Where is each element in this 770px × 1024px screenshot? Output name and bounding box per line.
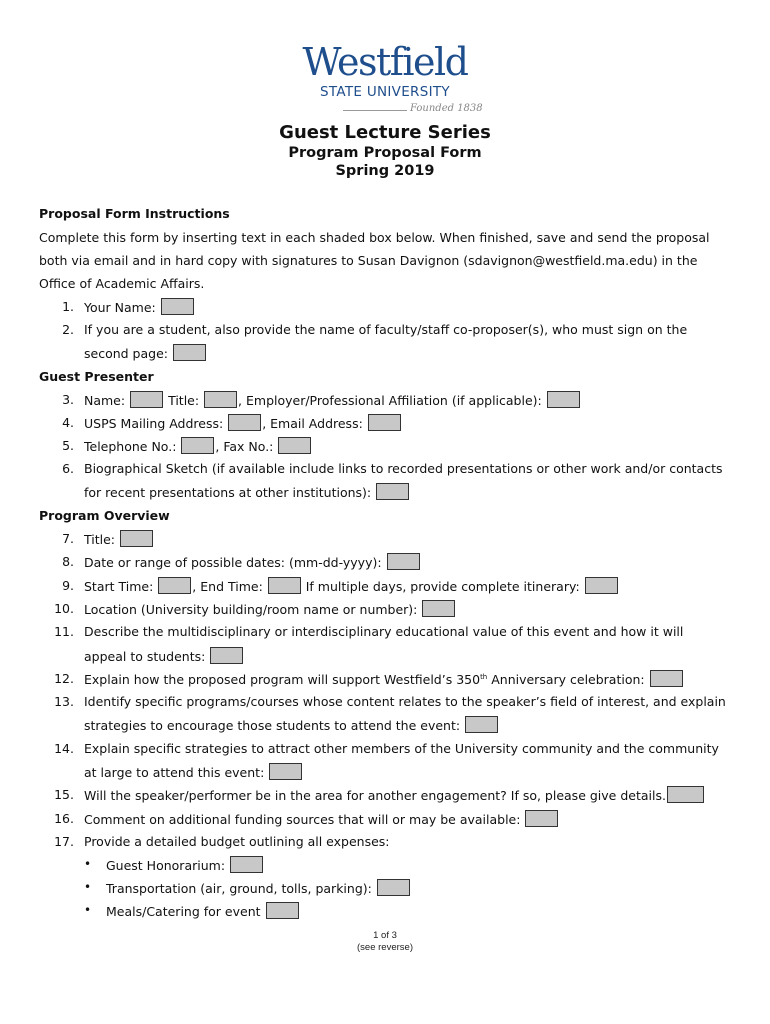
item-label: Start Time:: [84, 579, 154, 594]
item-engagement: [84, 786, 705, 804]
budget-meals: [106, 902, 300, 920]
logo-founded-text: Founded 1838: [410, 103, 483, 114]
start-time-field[interactable]: [158, 577, 191, 594]
instructions-heading: Proposal Form Instructions: [39, 206, 230, 221]
university-logo: [0, 42, 770, 117]
item-number: 13.: [54, 694, 74, 709]
item-number: 10.: [54, 601, 74, 616]
telephone-field[interactable]: [181, 437, 214, 454]
item-co-proposer: [84, 344, 207, 362]
funding-field[interactable]: [525, 810, 558, 827]
item-label: second page:: [84, 346, 168, 361]
transportation-field[interactable]: [377, 879, 410, 896]
item-program-title: [84, 530, 154, 548]
dates-field[interactable]: [387, 553, 420, 570]
item-number: 4.: [62, 415, 74, 430]
bullet-icon: •: [84, 857, 92, 871]
page-title: Guest Lecture Series: [279, 122, 491, 143]
bullet-icon: •: [84, 903, 92, 917]
page-number: 1 of 3: [373, 930, 397, 941]
item-label: If you are a student, also provide the name of faculty/staff co-proposer(s), who must sign on the: [84, 322, 688, 337]
budget-transportation: [106, 879, 411, 897]
community-field[interactable]: [269, 763, 302, 780]
mailing-address-field[interactable]: [228, 414, 261, 431]
item-number: 1.: [62, 299, 74, 314]
item-number: 3.: [62, 392, 74, 407]
item-number: 2.: [62, 322, 74, 337]
item-dates: [84, 553, 421, 571]
item-label: , Email Address:: [262, 416, 363, 431]
item-label: Biographical Sketch (if available include links to recorded presentations or other work and/or contacts: [84, 461, 723, 476]
item-label: Anniversary celebration:: [487, 672, 645, 687]
item-label: Transportation (air, ground, tolls, parking):: [106, 881, 372, 896]
engagement-field[interactable]: [667, 786, 704, 803]
presenter-name-field[interactable]: [130, 391, 163, 408]
location-field[interactable]: [422, 600, 455, 617]
item-community: [84, 763, 303, 781]
item-number: 7.: [62, 531, 74, 546]
item-label: Explain how the proposed program will support Westfield’s 350: [84, 672, 481, 687]
ordinal-suffix: th: [480, 673, 488, 681]
item-bio: [84, 483, 410, 501]
meals-field[interactable]: [266, 902, 299, 919]
item-number: 16.: [54, 811, 74, 826]
item-label: Meals/Catering for event: [106, 904, 261, 919]
item-label: Location (University building/room name or number):: [84, 602, 418, 617]
item-label: Describe the multidisciplinary or interdisciplinary educational value of this event and how it will: [84, 624, 684, 639]
item-location: [84, 600, 456, 618]
item-presenter-name: [84, 391, 581, 409]
logo-rule: [343, 110, 407, 111]
budget-honorarium: [106, 856, 264, 874]
affiliation-field[interactable]: [547, 391, 580, 408]
page-term: Spring 2019: [335, 163, 435, 179]
item-label: Identify specific programs/courses whose content relates to the speaker’s field of interest, and explain: [84, 694, 726, 709]
section-guest-presenter: Guest Presenter: [39, 369, 154, 384]
item-number: 15.: [54, 787, 74, 802]
item-courses: [84, 716, 499, 734]
program-title-field[interactable]: [120, 530, 153, 547]
item-label: strategies to encourage those students to attend the event:: [84, 718, 461, 733]
section-program-overview: Program Overview: [39, 508, 170, 523]
item-number: 11.: [54, 624, 74, 639]
item-label: Explain specific strategies to attract other members of the University community and the community: [84, 741, 719, 756]
item-label: , Fax No.:: [215, 439, 274, 454]
item-label: Date or range of possible dates: (mm-dd-yyyy):: [84, 555, 382, 570]
anniversary-field[interactable]: [650, 670, 683, 687]
item-label: Provide a detailed budget outlining all expenses:: [84, 834, 390, 849]
presenter-title-field[interactable]: [204, 391, 237, 408]
item-educational-value: [84, 647, 244, 665]
page-note: (see reverse): [357, 942, 413, 953]
item-label: , End Time:: [192, 579, 263, 594]
page-subtitle: Program Proposal Form: [288, 145, 482, 161]
logo-subtitle: STATE UNIVERSITY: [320, 84, 450, 100]
itinerary-field[interactable]: [585, 577, 618, 594]
item-number: 8.: [62, 554, 74, 569]
email-field[interactable]: [368, 414, 401, 431]
item-number: 5.: [62, 438, 74, 453]
item-label: Comment on additional funding sources that will or may be available:: [84, 812, 521, 827]
item-funding: [84, 810, 559, 828]
co-proposer-field[interactable]: [173, 344, 206, 361]
item-label: at large to attend this event:: [84, 765, 265, 780]
courses-field[interactable]: [465, 716, 498, 733]
item-number: 12.: [54, 671, 74, 686]
item-your-name: [84, 298, 195, 316]
instructions-line-3: Office of Academic Affairs.: [39, 276, 205, 291]
item-address: [84, 414, 402, 432]
item-label: Title:: [84, 532, 115, 547]
fax-field[interactable]: [278, 437, 311, 454]
item-number: 17.: [54, 834, 74, 849]
bio-sketch-field[interactable]: [376, 483, 409, 500]
item-times: [84, 577, 619, 595]
item-number: 6.: [62, 461, 74, 476]
item-label: Name:: [84, 393, 126, 408]
item-number: 9.: [62, 578, 74, 593]
item-label: Guest Honorarium:: [106, 858, 226, 873]
item-label: appeal to students:: [84, 649, 206, 664]
item-label: , Employer/Professional Affiliation (if applicable):: [238, 393, 542, 408]
item-label: Your Name:: [84, 300, 156, 315]
item-label: USPS Mailing Address:: [84, 416, 224, 431]
item-label: Will the speaker/performer be in the area for another engagement? If so, please give details.: [84, 788, 666, 803]
end-time-field[interactable]: [268, 577, 301, 594]
item-label: for recent presentations at other institutions):: [84, 485, 372, 500]
logo-wordmark: Westfield: [302, 40, 468, 84]
item-phone: [84, 437, 312, 455]
instructions-line-1: Complete this form by inserting text in each shaded box below. When finished, save and send the proposal: [39, 230, 710, 245]
educational-value-field[interactable]: [210, 647, 243, 664]
item-label: Title:: [168, 393, 200, 408]
bullet-icon: •: [84, 880, 92, 894]
logo-founded: [0, 103, 770, 117]
item-number: 14.: [54, 741, 74, 756]
item-label: Telephone No.:: [84, 439, 177, 454]
honorarium-field[interactable]: [230, 856, 263, 873]
item-label: If multiple days, provide complete itinerary:: [305, 579, 580, 594]
item-anniversary: [84, 670, 684, 688]
your-name-field[interactable]: [161, 298, 194, 315]
instructions-line-2: both via email and in hard copy with signatures to Susan Davignon (sdavignon@westfield.ma.edu) in the: [39, 253, 698, 268]
